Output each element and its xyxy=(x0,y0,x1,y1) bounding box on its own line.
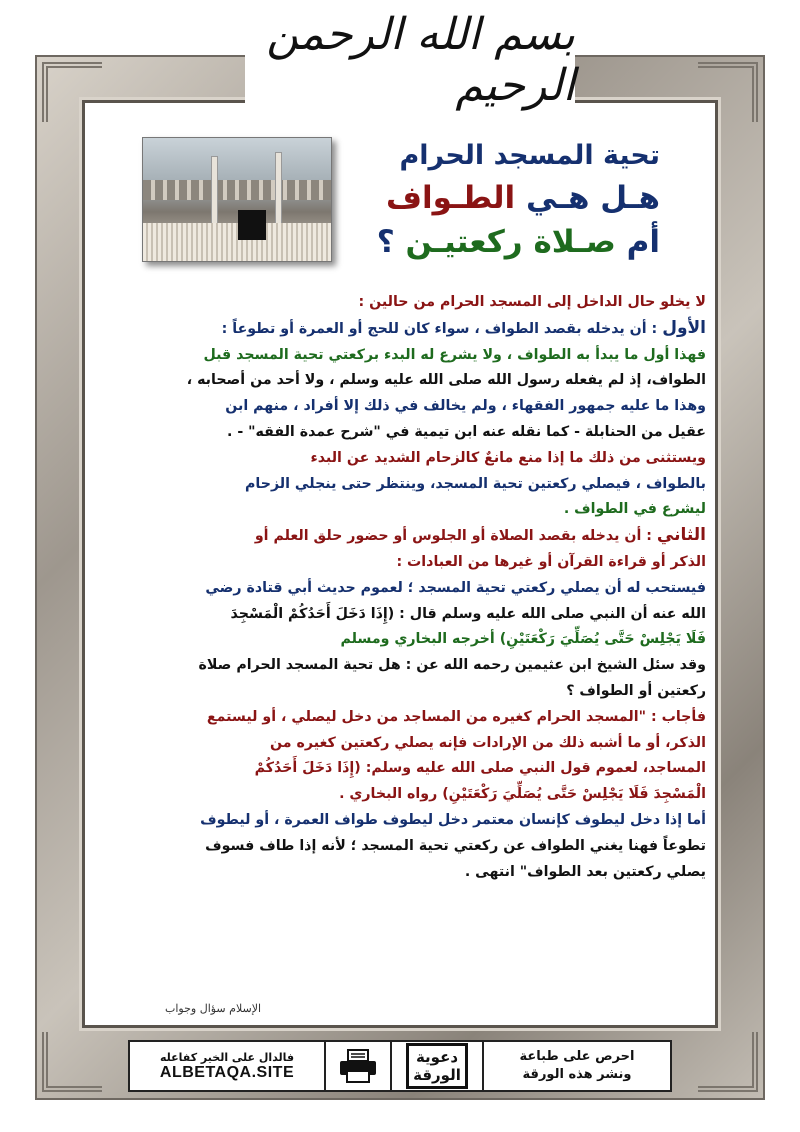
section-lead: الثاني xyxy=(656,525,706,546)
text-line-content: الله عنه أن النبي صلى الله عليه وسلم قال : (إِذَا دَخَلَ أَحَدُكُمْ الْمَسْجِدَ xyxy=(230,605,706,622)
text-line-content: يصلي ركعتين بعد الطواف" انتهى . xyxy=(464,863,706,880)
text-line xyxy=(100,343,706,369)
print-appeal-box: احرص على طباعة ونشر هذه الورقة xyxy=(482,1040,672,1092)
text-line-content: أما إذا دخل ليطوف كإنسان معتمر دخل ليطوف طواف العمرة ، أو ليطوف xyxy=(200,811,706,828)
footer-bar xyxy=(128,1040,672,1092)
frame-corner xyxy=(42,1032,102,1092)
text-line xyxy=(100,550,706,576)
text-line-content: الذكر أو قراءة القرآن أو غيرها من العبادات : xyxy=(396,553,706,570)
text-line-content: وهذا ما عليه جمهور الفقهاء ، ولم يخالف في ذلك إلا أفراد ، منهم ابن xyxy=(225,398,706,415)
text-line-content: الذكر، أو ما أشبه ذلك من الإرادات فإنه يصلي ركعتين كغيره من xyxy=(270,734,706,751)
masjid-al-haram-photo xyxy=(142,137,332,262)
text-line-content: ويستثنى من ذلك ما إذا منع مانعٌ كالزحام الشديد عن البدء xyxy=(310,449,706,466)
title-question-line: أم صـلاة ركعتيـن ؟ xyxy=(376,224,660,260)
website-link[interactable]: ALBETAQA.SITE xyxy=(159,1063,295,1081)
text-line xyxy=(100,523,706,550)
text-line xyxy=(100,446,706,472)
text-line xyxy=(100,627,706,653)
basmala-text: بسم الله الرحمن الرحيم xyxy=(266,9,575,111)
text-line-content: تطوعاً فهنا يغني الطواف عن ركعتي تحية المسجد ؛ لأنه إذا طاف فسوف xyxy=(205,837,706,854)
text-line-content: : أن يدخله بقصد الصلاة أو الجلوس أو حضور حلق العلم أو xyxy=(254,528,657,545)
text-line-content: المساجد، لعموم قول النبي صلى الله عليه وسلم: (إِذَا دَخَلَ أَحَدُكُمْ xyxy=(254,760,706,777)
text-line-content: ليشرع في الطواف . xyxy=(563,501,706,518)
text-line xyxy=(100,860,706,886)
text-line-content: فأجاب : "المسجد الحرام كغيره من المساجد من دخل ليصلي ، أو ليستمع xyxy=(206,708,706,725)
text-line xyxy=(100,602,706,628)
text-line-content: الْمَسْجِدَ فَلَا يَجْلِسْ حَتَّى يُصَلِّيَ رَكْعَتَيْنِ) رواه البخاري . xyxy=(339,786,706,803)
text-line xyxy=(100,808,706,834)
footer-slogan: فالدال على الخير كفاعله xyxy=(159,1050,295,1064)
section-lead: الأول xyxy=(662,317,706,338)
kaaba-icon xyxy=(238,210,266,240)
website-box xyxy=(128,1040,326,1092)
text-line xyxy=(100,731,706,757)
text-line-content: عقيل من الحنابلة - كما نقله عنه ابن تيمية في "شرح عمدة الفقه" - . xyxy=(227,423,706,440)
text-line xyxy=(100,316,706,343)
dawah-paper-logo: دعوية الورقة xyxy=(390,1040,482,1092)
printer-icon xyxy=(326,1040,390,1092)
text-line-content: فيستحب له أن يصلي ركعتي تحية المسجد ؛ لعموم حديث أبي قتادة رضي xyxy=(205,579,706,596)
title-question-line: هـل هـي الطـواف xyxy=(386,180,660,216)
text-line xyxy=(100,290,706,316)
text-line-content: الطواف، إذ لم يفعله رسول الله صلى الله عليه وسلم ، ولا أحد من أصحابه ، xyxy=(186,372,706,389)
text-line xyxy=(100,576,706,602)
text-line xyxy=(100,653,706,679)
frame-corner xyxy=(698,1032,758,1092)
text-line xyxy=(100,368,706,394)
text-line xyxy=(100,472,706,498)
text-line-content: بالطواف ، فيصلي ركعتين تحية المسجد، وينتظر حتى ينجلي الزحام xyxy=(245,475,706,492)
text-line xyxy=(100,782,706,808)
text-line-content: وقد سئل الشيخ ابن عثيمين رحمه الله عن : هل تحية المسجد الحرام صلاة xyxy=(198,657,706,674)
text-line xyxy=(100,834,706,860)
page-title: تحية المسجد الحرام xyxy=(399,140,660,171)
text-line-content: فَلَا يَجْلِسْ حَتَّى يُصَلِّيَ رَكْعَتَيْنِ) أخرجه البخاري ومسلم xyxy=(340,631,706,648)
text-line xyxy=(100,497,706,523)
text-line xyxy=(100,420,706,446)
source-credit: الإسلام سؤال وجواب xyxy=(165,1002,262,1015)
text-line xyxy=(100,394,706,420)
text-line xyxy=(100,679,706,705)
text-line-content: : أن يدخله بقصد الطواف ، سواء كان للحج أو العمرة أو تطوعاً : xyxy=(221,320,663,337)
basmala-calligraphy xyxy=(245,10,575,110)
text-line xyxy=(100,705,706,731)
article-body xyxy=(100,290,706,1020)
text-line-content: ركعتين أو الطواف ؟ xyxy=(566,682,706,699)
text-line-content: فهذا أول ما يبدأ به الطواف ، ولا يشرع له البدء بركعتي تحية المسجد قبل xyxy=(203,346,706,363)
text-line xyxy=(100,756,706,782)
text-line-content: لا يخلو حال الداخل إلى المسجد الحرام من حالين : xyxy=(358,294,706,310)
